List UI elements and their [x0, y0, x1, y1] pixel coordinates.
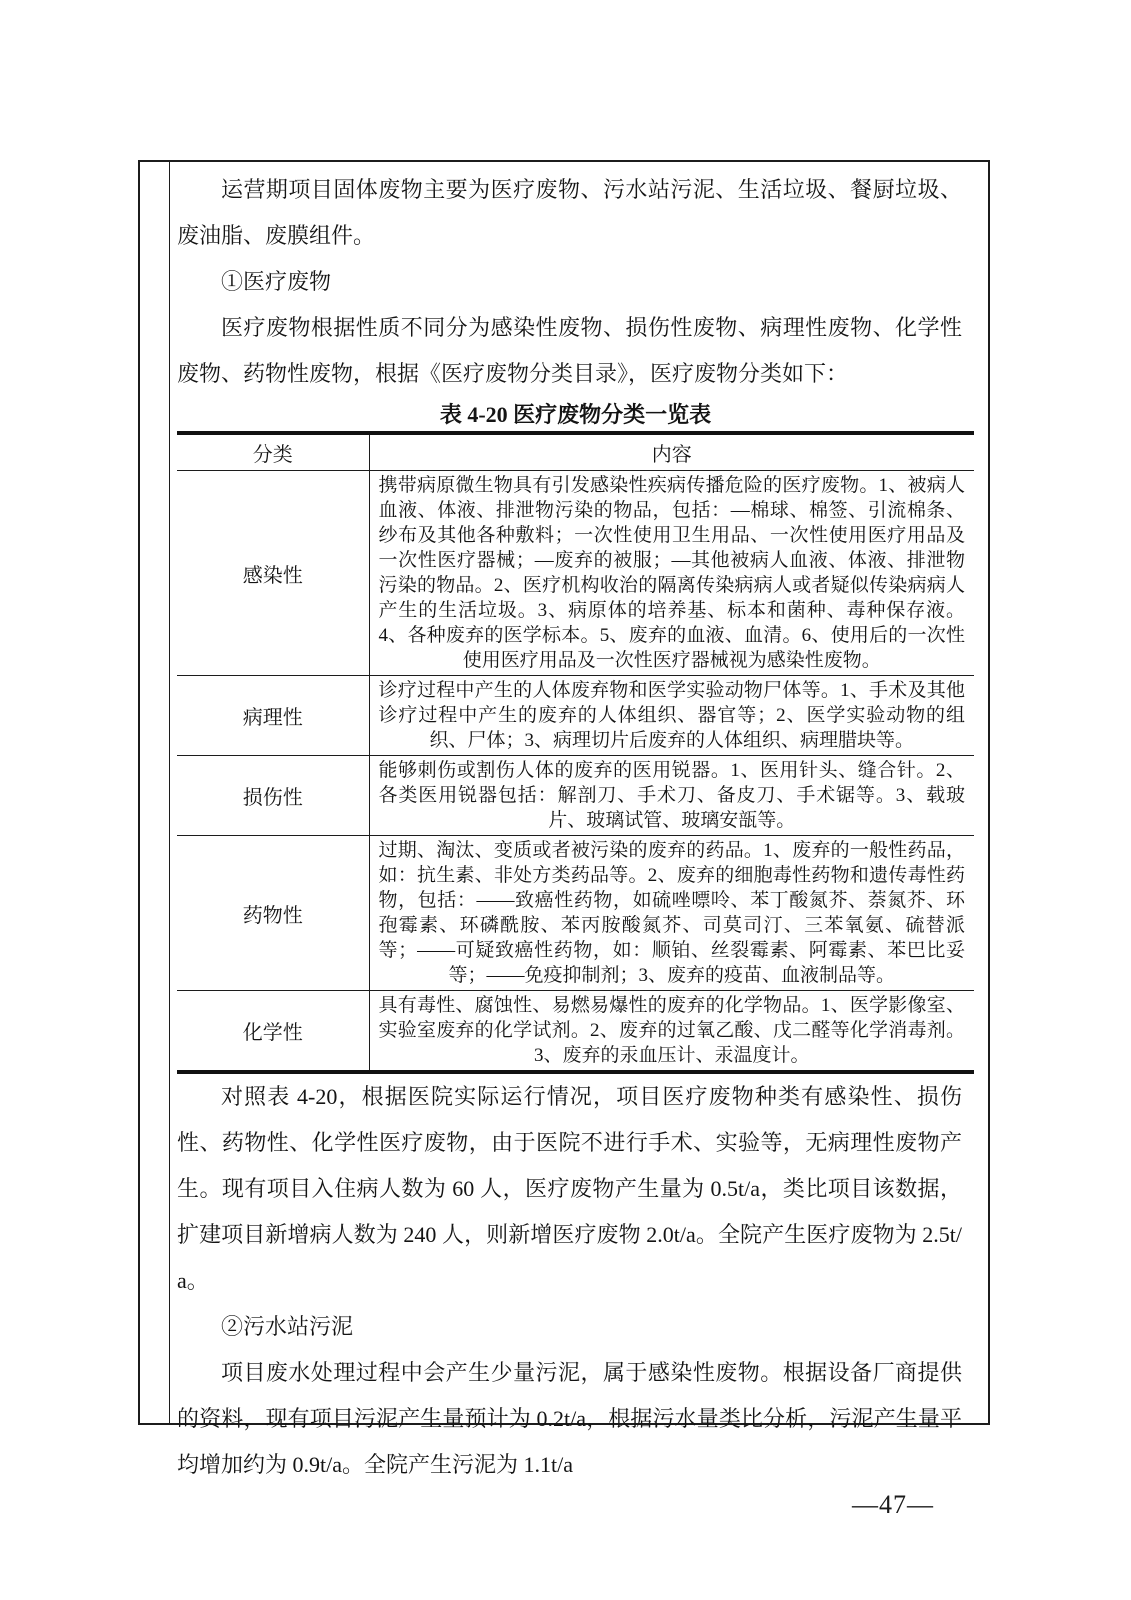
paragraph-solid-waste-intro: 运营期项目固体废物主要为医疗废物、污水站污泥、生活垃圾、餐厨垃圾、废油脂、废膜组件。	[177, 177, 962, 248]
paragraph-sludge-quantity: 项目废水处理过程中会产生少量污泥，属于感染性废物。根据设备厂商提供的资料，现有项目污泥产生量预计为 0.2t/a，根据污水量类比分析，污泥产生量平均增加约为 0.9t/a。全院产生污泥为 1.1t/a	[177, 1360, 962, 1477]
category-cell: 化学性	[177, 991, 369, 1073]
table-row	[177, 471, 974, 676]
document-content	[170, 162, 988, 1477]
paragraph-waste-quantity-analysis: 对照表 4-20，根据医院实际运行情况，项目医疗废物种类有感染性、损伤性、药物性、化学性医疗废物，由于医院不进行手术、实验等，无病理性废物产生。现有项目入住病人数为 60 人，医疗废物产生量为 0.5t/a，类比项目该数据，扩建项目新增病人数为 240 人，则新增医疗废物 2.0t/a。全院产生医疗废物为 2.5t/a。	[177, 1084, 962, 1293]
table-row	[177, 756, 974, 836]
content-cell: 携带病原微生物具有引发感染性疾病传播危险的医疗废物。1、被病人血液、体液、排泄物污染的物品，包括：—棉球、棉签、引流棉条、纱布及其他各种敷料；一次性使用卫生用品、一次性使用医疗用品及一次性医疗器械；—废弃的被服；—其他被病人血液、体液、排泄物污染的物品。2、医疗机构收治的隔离传染病病人或者疑似传染病病人产生的生活垃圾。3、病原体的培养基、标本和菌种、毒种保存液。4、各种废弃的医学标本。5、废弃的血液、血清。6、使用后的一次性使用医疗用品及一次性医疗器械视为感染性废物。	[369, 471, 974, 676]
category-cell: 感染性	[177, 471, 369, 676]
left-gutter-column	[140, 162, 170, 1423]
content-cell: 过期、淘汰、变质或者被污染的废弃的药品。1、废弃的一般性药品，如：抗生素、非处方类药品等。2、废弃的细胞毒性药物和遗传毒性药物，包括：——致癌性药物，如硫唑嘌呤、苯丁酸氮芥、萘氮芥、环孢霉素、环磷酰胺、苯丙胺酸氮芥、司莫司汀、三苯氧氨、硫替派等；——可疑致癌性药物，如：顺铂、丝裂霉素、阿霉素、苯巴比妥等；——免疫抑制剂；3、废弃的疫苗、血液制品等。	[369, 836, 974, 991]
paragraph-medical-waste-classification: 医疗废物根据性质不同分为感染性废物、损伤性废物、病理性废物、化学性废物、药物性废物，根据《医疗废物分类目录》，医疗废物分类如下：	[177, 315, 962, 386]
paragraph-heading-sludge: ②污水站污泥	[221, 1314, 354, 1339]
medical-waste-classification-table	[177, 431, 974, 1074]
content-cell: 能够刺伤或割伤人体的废弃的医用锐器。1、医用针头、缝合针。2、各类医用锐器包括：解剖刀、手术刀、备皮刀、手术锯等。3、载玻片、玻璃试管、玻璃安瓿等。	[369, 756, 974, 836]
category-cell: 药物性	[177, 836, 369, 991]
paragraph-heading-medical-waste: ①医疗废物	[221, 269, 332, 294]
table-header-content: 内容	[369, 433, 974, 471]
table-header-row	[177, 433, 974, 471]
table-row	[177, 836, 974, 991]
table-header-category: 分类	[177, 433, 369, 471]
table-row	[177, 991, 974, 1073]
page-number: —47—	[852, 1490, 934, 1519]
table-row	[177, 676, 974, 756]
category-cell: 病理性	[177, 676, 369, 756]
document-border-frame	[138, 160, 990, 1477]
content-cell: 诊疗过程中产生的人体废弃物和医学实验动物尸体等。1、手术及其他诊疗过程中产生的废弃的人体组织、器官等；2、医学实验动物的组织、尸体；3、病理切片后废弃的人体组织、病理腊块等。	[369, 676, 974, 756]
category-cell: 损伤性	[177, 756, 369, 836]
table-title: 表 4-20 医疗废物分类一览表	[439, 402, 712, 427]
content-cell: 具有毒性、腐蚀性、易燃易爆性的废弃的化学物品。1、医学影像室、实验室废弃的化学试剂。2、废弃的过氧乙酸、戊二醛等化学消毒剂。3、废弃的汞血压计、汞温度计。	[378, 995, 965, 1066]
